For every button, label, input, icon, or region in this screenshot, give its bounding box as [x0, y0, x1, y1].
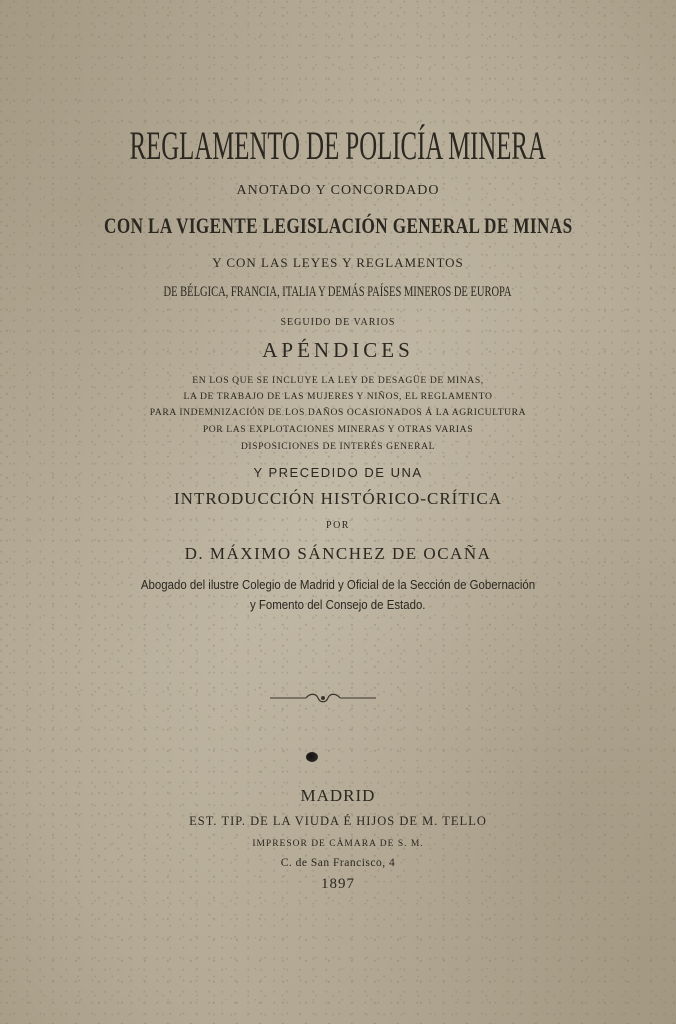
paper-hole — [306, 752, 318, 762]
author-name: D. MÁXIMO SÁNCHEZ DE OCAÑA — [184, 544, 492, 563]
imprint-city: MADRID — [300, 786, 376, 805]
by-line: POR — [326, 520, 350, 531]
subtitle-annotated: ANOTADO Y CONCORDADO — [236, 183, 440, 198]
appendices-line-5: DISPOSICIONES DE INTERÉS GENERAL — [240, 441, 436, 452]
appendices-line-3: PARA INDEMNIZACIÓN DE LOS DAÑOS OCASIONADOS Á LA AGRICULTURA — [149, 407, 527, 418]
subtitle-legislation: CON LA VIGENTE LEGISLACIÓN GENERAL DE MINAS — [103, 213, 573, 238]
main-title: REGLAMENTO DE POLICÍA MINERA — [129, 123, 547, 168]
imprint-year: 1897 — [321, 876, 355, 892]
introduction-heading: INTRODUCCIÓN HISTÓRICO-CRÍTICA — [174, 489, 502, 508]
appendices-line-4: POR LAS EXPLOTACIONES MINERAS Y OTRAS VARIAS — [202, 424, 474, 435]
author-credentials-line-2: y Fomento del Consejo de Estado. — [250, 597, 426, 612]
subtitle-laws: Y CON LAS LEYES Y REGLAMENTOS — [212, 255, 464, 270]
appendices-line-1: EN LOS QUE SE INCLUYE LA LEY DE DESAGÜE DE MINAS, — [192, 375, 484, 386]
imprint-printer-title: IMPRESOR DE CÁMARA DE S. M. — [252, 839, 424, 849]
followed-by-line: SEGUIDO DE VARIOS — [280, 317, 396, 328]
appendices-heading: APÉNDICES — [262, 338, 414, 362]
imprint-address: C. de San Francisco, 4 — [280, 857, 396, 869]
appendices-line-2: LA DE TRABAJO DE LAS MUJERES Y NIÑOS, EL REGLAMENTO — [183, 391, 493, 402]
ornament-divider-icon — [268, 690, 378, 706]
imprint-publisher: EST. TIP. DE LA VIUDA É HIJOS DE M. TELLO — [189, 814, 487, 828]
subtitle-countries: DE BÉLGICA, FRANCIA, ITALIA Y DEMÁS PAÍSES MINEROS DE EUROPA — [164, 284, 512, 300]
author-credentials-line-1: Abogado del ilustre Colegio de Madrid y Oficial de la Sección de Gobernación — [140, 577, 536, 592]
preceded-by-line: Y PRECEDIDO DE UNA — [253, 465, 423, 480]
